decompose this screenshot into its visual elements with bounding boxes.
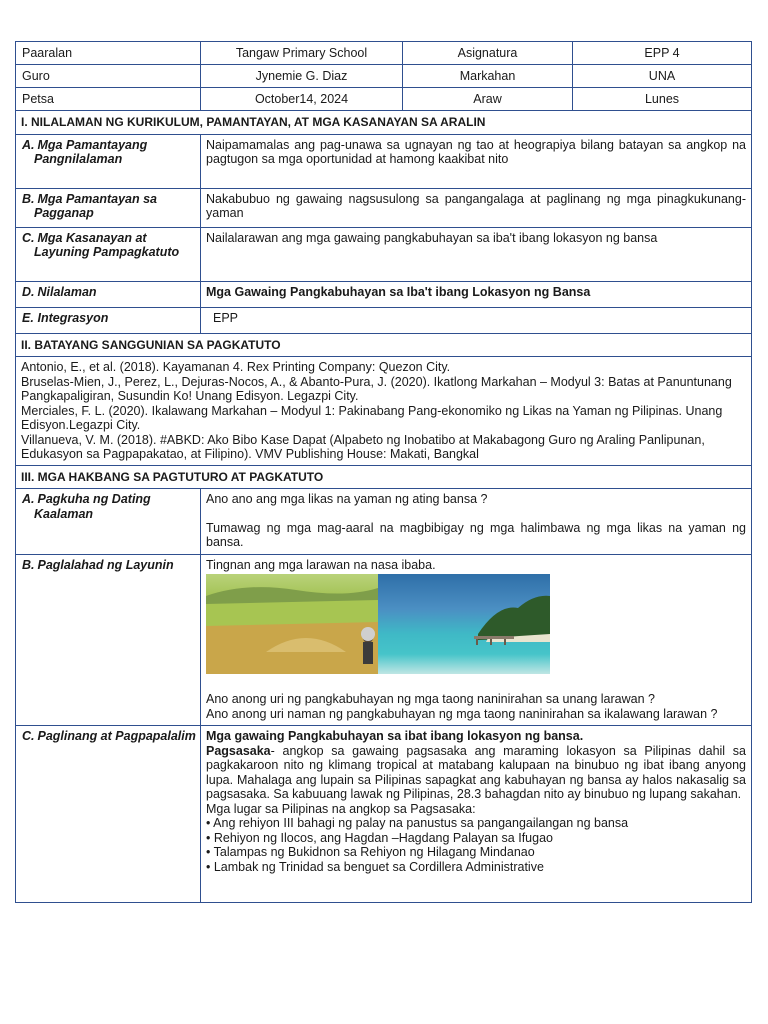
section-3-header (16, 465, 752, 489)
row-index: E. (22, 310, 34, 325)
row-label: Paglinang at Pagpapalalim (37, 729, 196, 743)
content-heading: Mga gawaing Pangkabuhayan sa ibat ibang lokasyon ng bansa. (206, 729, 584, 743)
reference-item: Merciales, F. L. (2020). Ikalawang Markahan – Modyul 1: Pakinabang Pang-ekonomiko ng Likas na Yaman ng Pilipinas. Unang Edisyon.Legazpi City. (21, 403, 723, 432)
question-text: Ano anong uri naman ng pangkabuhayan ng mga taong naninirahan sa ikalawang larawan ? (206, 706, 718, 721)
row-label: Mga Kasanayan at Layuning Pampagkatuto (34, 230, 180, 259)
row-index: C. (22, 729, 35, 743)
header-label: Markahan (403, 65, 573, 88)
section-2-header (16, 333, 752, 357)
content-paragraph: - angkop sa gawaing pagsasaka ang maraming lokasyon sa Pilipinas dahil sa pagkakaroon nito ng klimang tropical at matabang kalupaan na binubuo ng ibat ibang anyong lupa. Mahalaga ang lupain sa Pilipinas sapagkat ang kabuhayan ng bansa ay halos nakasalig sa pagsasaka. Sa kabuuang lawak ng Pilipinas, 28.3 bahagdan nito ay binubuo ng lupang sakahan. (206, 743, 746, 801)
header-label: Asignatura (403, 42, 573, 65)
row-text: Mga Gawaing Pangkabuhayan sa Iba't ibang Lokasyon ng Bansa (201, 281, 752, 307)
reference-item: Antonio, E., et al. (2018). Kayamanan 4. Rex Printing Company: Quezon City. (21, 360, 451, 374)
school-name: Tangaw Primary School (201, 42, 403, 65)
term-label: Pagsasaka (206, 743, 271, 758)
row-text: Nailalarawan ang mga gawaing pangkabuhayan sa iba't ibang lokasyon ng bansa (201, 227, 752, 281)
section-title: III. MGA HAKBANG SA PAGTUTURO AT PAGKATUTO (16, 465, 752, 489)
section-3-row-a (16, 489, 752, 555)
row-label: Nilalaman (37, 284, 97, 299)
section-3-row-c (16, 726, 752, 903)
row-text: EPP (201, 307, 752, 333)
header-label: Paaralan (16, 42, 201, 65)
question-text: Ano anong uri ng pangkabuhayan ng mga taong naninirahan sa unang larawan ? (206, 692, 655, 706)
subject-value: EPP 4 (573, 42, 752, 65)
list-item: • Ang rehiyon III bahagi ng palay na panustus sa pangangailangan ng bansa (206, 816, 629, 830)
row-index: D. (22, 284, 35, 299)
location-list (206, 816, 746, 874)
row-index: B. (22, 191, 35, 206)
quarter-value: UNA (573, 65, 752, 88)
section-1-row-a (16, 134, 752, 188)
row-index: B. (22, 557, 35, 572)
row-label: Integrasyon (37, 310, 109, 325)
section-3-row-b (16, 554, 752, 726)
references (16, 357, 752, 466)
row-label: Paglalahad ng Layunin (37, 557, 174, 572)
row-label: Pagkuha ng Dating Kaalaman (34, 492, 151, 521)
header-label: Petsa (16, 88, 201, 111)
section-1-row-c (16, 227, 752, 281)
beach-picture (378, 574, 550, 674)
date-value: October14, 2024 (201, 88, 403, 111)
header-row-teacher (16, 65, 752, 88)
list-item: • Talampas ng Bukidnon sa Rehiyon ng Hilagang Mindanao (206, 845, 535, 859)
instruction-text: Tumawag ng mga mag-aaral na magbibigay ng mga halimbawa ng mga likas na yaman ng bansa. (206, 520, 746, 549)
teacher-name: Jynemie G. Diaz (201, 65, 403, 88)
row-index: C. (22, 230, 35, 245)
header-row-school (16, 42, 752, 65)
picture-pair (206, 574, 746, 674)
section-1-row-d (16, 281, 752, 307)
row-index: A. (22, 137, 35, 152)
row-label: Mga Pamantayan sa Pagganap (34, 191, 157, 220)
section-1-row-e (16, 307, 752, 333)
section-1-row-b (16, 188, 752, 227)
rice-field-picture (206, 574, 378, 674)
question-text: Ano ano ang mga likas na yaman ng ating bansa ? (206, 492, 488, 506)
section-title: II. BATAYANG SANGGUNIAN SA PAGKATUTO (16, 333, 752, 357)
reference-item: Villanueva, V. M. (2018). #ABKD: Ako Bibo Kase Dapat (Alpabeto ng Inobatibo at Makabagong Guro ng Araling Panlipunan, Edukasyon sa Pagpapakatao, at Filipino). VMV Publishing House: Makati, Bangkal (21, 432, 705, 461)
section-1-header (16, 111, 752, 135)
row-label: Mga Pamantayang Pangnilalaman (34, 137, 148, 166)
lesson-plan-table (15, 41, 752, 903)
section-title: I. NILALAMAN NG KURIKULUM, PAMANTAYAN, AT MGA KASANAYAN SA ARALIN (16, 111, 752, 135)
header-row-date (16, 88, 752, 111)
instruction-text: Tingnan ang mga larawan na nasa ibaba. (206, 557, 436, 572)
list-item: • Rehiyon ng Ilocos, ang Hagdan –Hagdang Palayan sa Ifugao (206, 830, 553, 845)
row-text: Nakabubuo ng gawaing nagsusulong sa pangangalaga at paglinang ng mga pinagkukunang-yaman (201, 188, 752, 227)
row-text: Naipamamalas ang pag-unawa sa ugnayan ng tao at heograpiya bilang batayan sa angkop na pagtugon sa mga oportunidad at hamong kaakibat nito (201, 134, 752, 188)
reference-item: Bruselas-Mien, J., Perez, L., Dejuras-Nocos, A., & Abanto-Pura, J. (2020). Ikatlong Markahan – Modyul 3: Batas at Panuntunang Pangkapaligiran, Susundin Ko! Unang Edisyon. Legazpi City. (21, 374, 732, 403)
row-index: A. (22, 492, 35, 506)
day-value: Lunes (573, 88, 752, 111)
list-item: • Lambak ng Trinidad sa benguet sa Cordillera Administrative (206, 859, 544, 874)
lesson-plan (15, 41, 751, 903)
header-label: Guro (16, 65, 201, 88)
header-label: Araw (403, 88, 573, 111)
list-intro: Mga lugar sa Pilipinas na angkop sa Pagsasaka: (206, 801, 476, 816)
